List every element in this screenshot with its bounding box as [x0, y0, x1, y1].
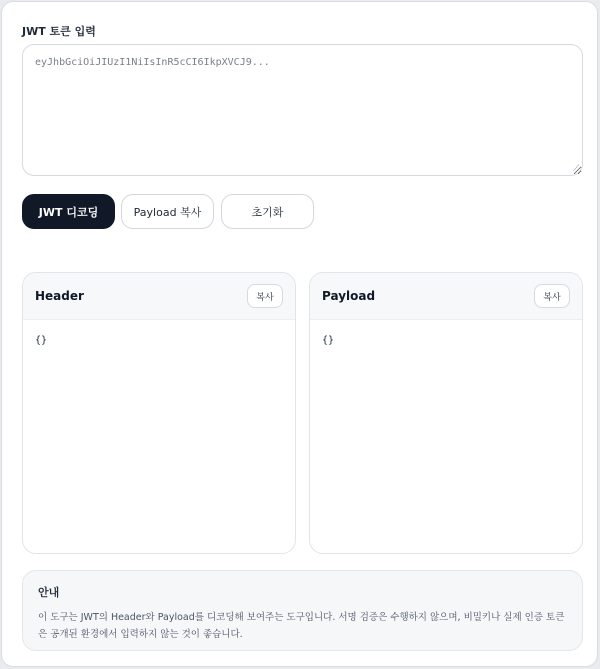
- header-panel-title: Header: [35, 289, 84, 303]
- resize-grip-icon[interactable]: ⟋: [573, 164, 580, 174]
- payload-copy-button[interactable]: 복사: [534, 284, 570, 308]
- token-input-label: JWT 토큰 입력: [22, 25, 96, 38]
- header-output: {}: [35, 335, 48, 346]
- app-card: [1, 1, 598, 667]
- header-panel: [22, 272, 296, 554]
- decode-button[interactable]: JWT 디코딩: [22, 194, 115, 229]
- info-notice: [22, 570, 583, 651]
- notice-text: 이 도구는 JWT의 Header와 Payload를 디코딩해 보여주는 도구입니다. 서명 검증은 수행하지 않으며, 비밀키나 실제 인증 토큰은 공개된 환경에서 입력하지 않는 것이 좋습니다.: [38, 612, 565, 640]
- header-panel-bar: [23, 273, 295, 320]
- payload-output: {}: [322, 335, 335, 346]
- copy-payload-button[interactable]: Payload 복사: [121, 194, 214, 229]
- payload-panel: [309, 272, 583, 554]
- header-copy-button[interactable]: 복사: [247, 284, 283, 308]
- notice-title: 안내: [38, 586, 60, 599]
- reset-button[interactable]: 초기화: [221, 194, 314, 229]
- payload-panel-bar: [310, 273, 582, 320]
- payload-panel-title: Payload: [322, 289, 376, 303]
- jwt-token-input[interactable]: [22, 44, 583, 176]
